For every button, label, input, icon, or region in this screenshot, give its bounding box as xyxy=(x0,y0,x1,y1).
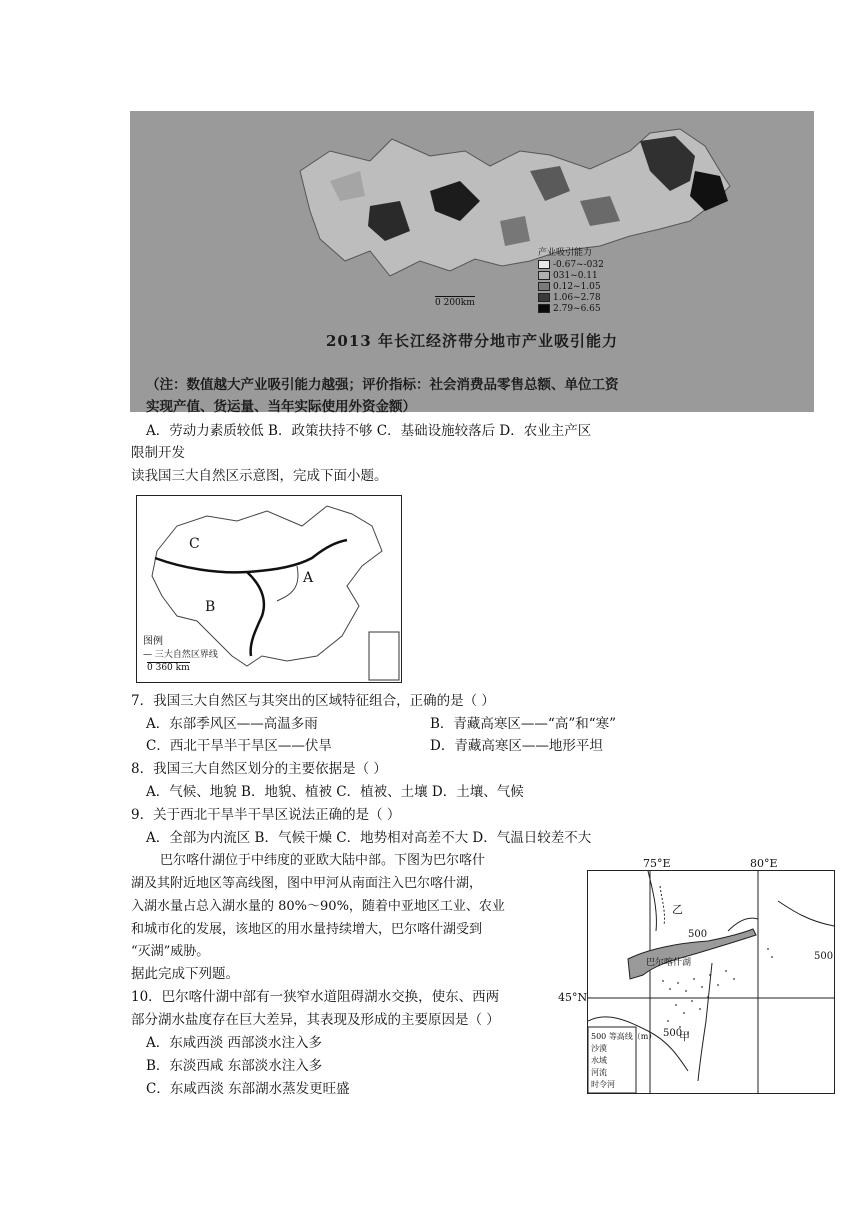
q10-stem-line1: 10．巴尔喀什湖中部有一狭窄水道阻碍湖水交换，使东、西两 xyxy=(131,989,500,1005)
latitude-45-label: 45°N xyxy=(558,991,588,1004)
q7-option-d: D．青藏高寒区——地形平坦 xyxy=(430,738,603,754)
longitude-75-label: 75°E xyxy=(643,857,671,870)
region-a-label: A xyxy=(303,570,314,586)
map2-intro: 读我国三大自然区示意图，完成下面小题。 xyxy=(131,468,388,484)
q7-stem: 7．我国三大自然区与其突出的区域特征组合，正确的是（ ） xyxy=(131,693,495,709)
q8-stem: 8．我国三大自然区划分的主要依据是（ ） xyxy=(131,761,387,777)
river-jia-label: 甲 xyxy=(679,1030,690,1043)
legend-seasonal-river: 时令河 xyxy=(591,1080,615,1089)
legend-swatch-3 xyxy=(538,282,550,291)
passage-line: 湖及其附近地区等高线图，图中甲河从南面注入巴尔喀什湖， xyxy=(131,876,483,891)
q10-stem-line2: 部分湖水盐度存在巨大差异，其表现及形成的主要原因是（ ） xyxy=(131,1012,500,1028)
figure-note-line2: 实现产值、货运量、当年实际使用外资金额） xyxy=(146,399,416,415)
passage-line: 入湖水量占总入湖水量的 80%～90%，随着中亚地区工业、农业 xyxy=(131,899,505,914)
map-scale: 0 200km xyxy=(435,298,475,308)
contour-label: 500 xyxy=(814,951,834,962)
passage-line: 和城市化的发展，该地区的用水量持续增大，巴尔喀什湖受到 xyxy=(131,922,483,937)
map2-legend-title: 图例 xyxy=(143,636,163,647)
q9-options: A．全部为内流区 B．气候干燥 C．地势相对高差不大 D．气温日较差不大 xyxy=(146,830,592,846)
legend-swatch-2 xyxy=(538,271,550,280)
legend-item: -0.67~-032 xyxy=(553,259,604,270)
legend-river: 河流 xyxy=(591,1068,607,1077)
q10-option-a: A．东咸西淡 西部淡水注入多 xyxy=(146,1035,323,1051)
legend-title: 产业吸引能力 xyxy=(538,248,593,258)
q10-option-c: C．东咸西淡 东部湖水蒸发更旺盛 xyxy=(146,1081,350,1097)
passage-followup: 据此完成下列题。 xyxy=(131,966,239,982)
longitude-80-label: 80°E xyxy=(750,857,778,870)
legend-item: 0.12~1.05 xyxy=(553,281,601,292)
q7-option-b: B．青藏高寒区——“高”和“寒” xyxy=(430,716,617,732)
q7-option-c: C．西北干旱半干旱区——伏旱 xyxy=(146,738,332,754)
figure-title: 2013 年长江经济带分地市产业吸引能力 xyxy=(326,332,618,350)
china-natural-regions-map xyxy=(136,495,402,683)
legend-swatch-1 xyxy=(538,260,550,269)
legend-contour: 500 等高线（m） xyxy=(591,1032,657,1041)
q6-options: A．劳动力素质较低 B．政策扶持不够 C．基础设施较落后 D．农业主产区 xyxy=(146,423,592,439)
map2-legend-line-label: 三大自然区界线 xyxy=(154,650,218,660)
map3-legend xyxy=(591,1031,656,1091)
q9-stem: 9．关于西北干旱半干旱区说法正确的是（ ） xyxy=(131,807,401,823)
river-yi-label: 乙 xyxy=(672,903,683,916)
legend-desert: 沙漠 xyxy=(591,1044,607,1053)
contour-label: 500 xyxy=(688,929,708,940)
q8-options: A．气候、地貌 B．地貌、植被 C．植被、土壤 D．土壤、气候 xyxy=(146,784,524,800)
legend-item: 1.06~2.78 xyxy=(553,292,601,303)
region-b-label: B xyxy=(205,599,216,615)
yangtze-map-graphic xyxy=(130,111,814,326)
q6-options-wrap: 限制开发 xyxy=(131,445,185,461)
passage-line: 巴尔喀什湖位于中纬度的亚欧大陆中部。下图为巴尔喀什 xyxy=(160,853,486,868)
q10-option-b: B．东淡西咸 东部淡水注入多 xyxy=(146,1058,323,1074)
map2-scale: 0 360 km xyxy=(147,663,190,673)
map-legend xyxy=(538,247,648,314)
industry-attraction-map xyxy=(130,111,814,415)
balkhash-contour-map xyxy=(587,870,835,1094)
passage-line: “灭湖”威胁。 xyxy=(131,944,210,959)
contour-label: 500 xyxy=(663,1028,683,1039)
legend-swatch-4 xyxy=(538,293,550,302)
region-c-label: C xyxy=(189,536,200,552)
legend-water: 水域 xyxy=(591,1056,607,1065)
lake-balkhash-label: 巴尔喀什湖 xyxy=(646,958,692,968)
map2-legend-line: — 三大自然区界线 xyxy=(143,650,218,660)
q7-option-a: A．东部季风区——高温多雨 xyxy=(146,716,318,732)
legend-item: 031~0.11 xyxy=(553,270,598,281)
legend-item: 2.79~6.65 xyxy=(553,303,601,314)
figure-note-line1: （注：数值越大产业吸引能力越强；评价指标：社会消费品零售总额、单位工资 xyxy=(146,377,619,393)
legend-swatch-5 xyxy=(538,304,550,313)
